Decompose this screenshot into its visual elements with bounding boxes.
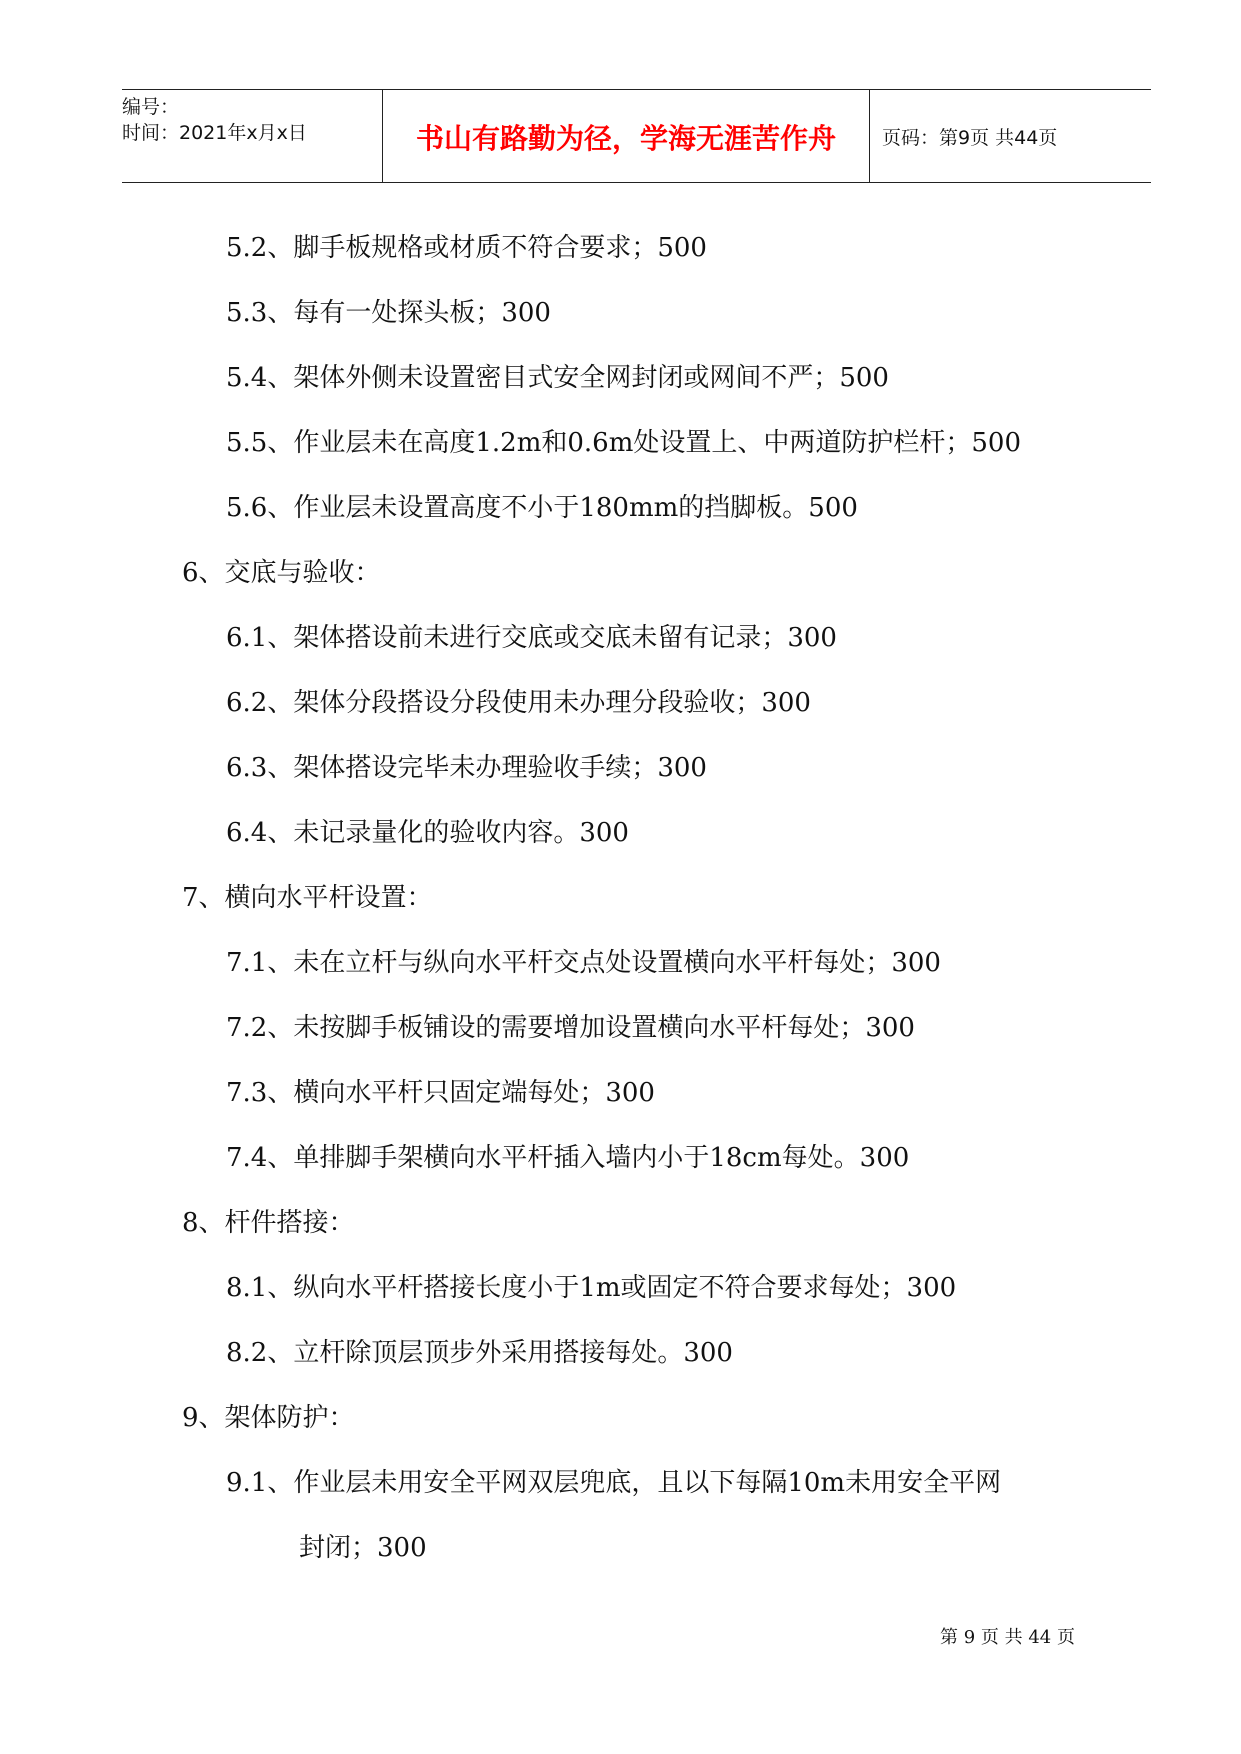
header-motto: 书山有路勤为径，学海无涯苦作舟 [382,90,870,182]
list-item: 7.1、未在立杆与纵向水平杆交点处设置横向水平杆每处；300 [226,948,941,978]
list-item-continuation: 封闭；300 [299,1533,427,1563]
section-heading: 8、杆件搭接： [182,1208,355,1238]
list-item: 7.2、未按脚手板铺设的需要增加设置横向水平杆每处；300 [226,1013,915,1043]
header-page-code: 页码：第9页 共44页 [882,126,1058,149]
list-item: 9.1、作业层未用安全平网双层兜底，且以下每隔10m未用安全平网 [226,1468,1002,1498]
document-number-label: 编号： [122,96,180,118]
list-item: 6.3、架体搭设完毕未办理验收手续；300 [226,753,707,783]
section-heading: 6、交底与验收： [182,558,381,588]
list-item: 7.4、单排脚手架横向水平杆插入墙内小于18cm每处。300 [226,1143,910,1173]
list-item: 5.5、作业层未在高度1.2m和0.6m处设置上、中两道防护栏杆；500 [226,428,1021,458]
list-item: 5.4、架体外侧未设置密目式安全网封闭或网间不严；500 [226,363,889,393]
list-item: 6.4、未记录量化的验收内容。300 [226,818,629,848]
section-heading: 7、横向水平杆设置： [182,883,433,913]
list-item: 6.1、架体搭设前未进行交底或交底未留有记录；300 [226,623,837,653]
list-item: 7.3、横向水平杆只固定端每处；300 [226,1078,655,1108]
section-heading: 9、架体防护： [182,1403,355,1433]
list-item: 5.6、作业层未设置高度不小于180mm的挡脚板。500 [226,493,858,523]
list-item: 5.3、每有一处探头板；300 [226,298,551,328]
list-item: 8.1、纵向水平杆搭接长度小于1m或固定不符合要求每处；300 [226,1273,957,1303]
list-item: 8.2、立杆除顶层顶步外采用搭接每处。300 [226,1338,733,1368]
list-item: 6.2、架体分段搭设分段使用未办理分段验收；300 [226,688,811,718]
page-header [122,89,1151,183]
header-meta [122,90,382,182]
document-time-label: 时间：2021年x月x日 [122,122,307,144]
list-item: 5.2、脚手板规格或材质不符合要求；500 [226,233,707,263]
page-footer: 第 9 页 共 44 页 [940,1627,1075,1648]
